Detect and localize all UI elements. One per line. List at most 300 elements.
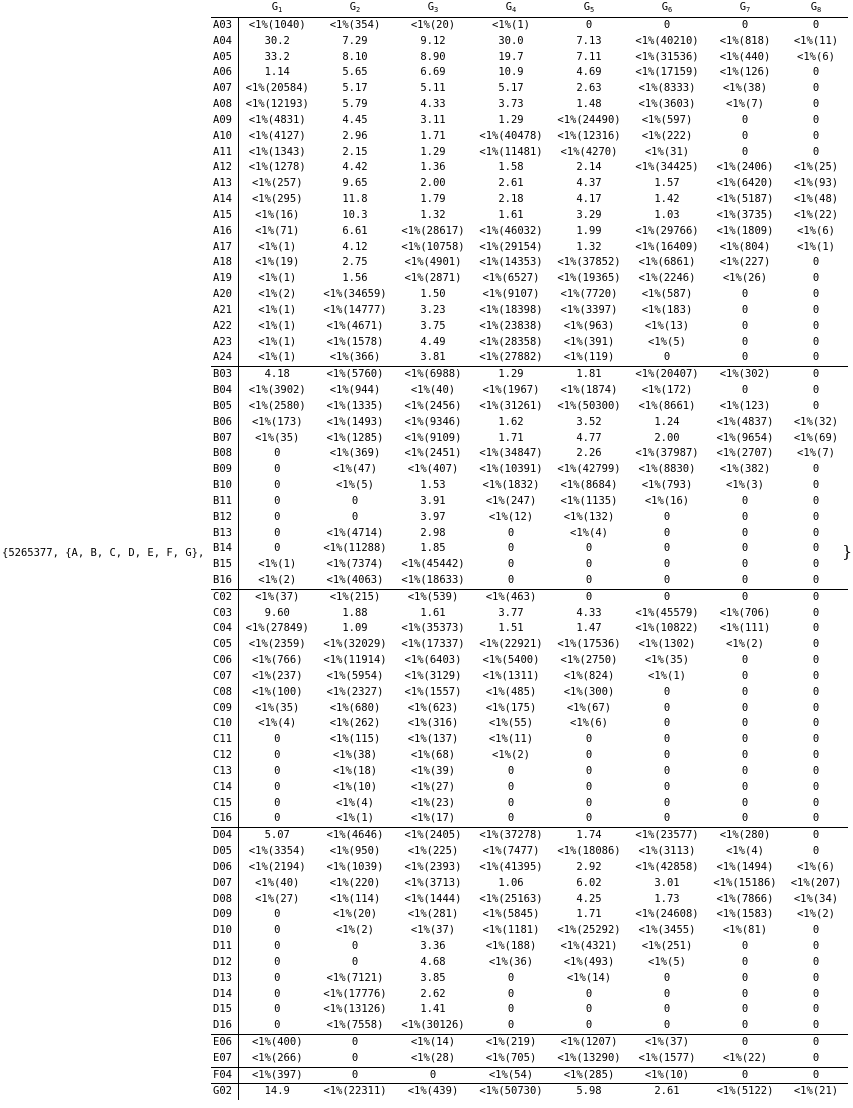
table-cell: <1%(10391) bbox=[479, 463, 543, 476]
row-label: B08 bbox=[211, 446, 238, 462]
table-cell: 0 bbox=[585, 749, 593, 762]
table-cell: 1.71 bbox=[498, 431, 524, 444]
table-cell: <1%(31536) bbox=[635, 50, 699, 63]
table-cell: <1%(1493) bbox=[326, 415, 384, 428]
table-cell: 6.02 bbox=[576, 876, 602, 889]
row-label: D16 bbox=[211, 1018, 238, 1034]
table-cell: <1%(4) bbox=[336, 796, 374, 809]
table-cell: <1%(40478) bbox=[479, 129, 543, 142]
table-cell: <1%(20) bbox=[332, 908, 378, 921]
table-cell: <1%(463) bbox=[472, 589, 550, 605]
table-row bbox=[211, 478, 848, 494]
table-cell: 2.26 bbox=[576, 447, 602, 460]
table-cell: <1%(23838) bbox=[479, 319, 543, 332]
table-cell: 0 bbox=[812, 542, 820, 555]
table-cell: <1%(34) bbox=[793, 892, 839, 905]
table-row bbox=[211, 907, 848, 923]
table-cell: 0 bbox=[741, 145, 749, 158]
table-cell: <1%(366) bbox=[329, 351, 381, 364]
table-cell: <1%(20) bbox=[410, 19, 456, 31]
table-cell: <1%(1832) bbox=[482, 479, 540, 492]
table-cell: 0 bbox=[812, 399, 820, 412]
table-cell: 0 bbox=[741, 303, 749, 316]
table-cell: 0 bbox=[274, 987, 281, 1000]
table-cell: 0 bbox=[507, 780, 515, 793]
table-cell: 0 bbox=[812, 701, 820, 714]
table-cell: <1%(40) bbox=[410, 384, 456, 397]
table-cell: <1%(111) bbox=[719, 622, 771, 635]
table-cell: 3.01 bbox=[654, 876, 680, 889]
row-label: A05 bbox=[211, 50, 238, 66]
table-row bbox=[211, 1051, 848, 1067]
table-cell: <1%(7477) bbox=[482, 845, 540, 858]
table-row bbox=[211, 431, 848, 447]
table-cell: 0 bbox=[741, 764, 749, 777]
table-row bbox=[211, 81, 848, 97]
table-cell: <1%(1278) bbox=[248, 161, 306, 174]
table-cell: <1%(14353) bbox=[479, 256, 543, 269]
table-cell: <1%(5) bbox=[648, 335, 686, 348]
table-row bbox=[211, 892, 848, 908]
table-row bbox=[211, 716, 848, 732]
table-cell: 0 bbox=[550, 589, 628, 605]
table-cell: <1%(27) bbox=[410, 780, 456, 793]
table-cell: 0 bbox=[274, 733, 281, 746]
table-cell: 4.18 bbox=[238, 367, 316, 383]
table-cell: <1%(37278) bbox=[472, 828, 550, 844]
table-cell: 8.10 bbox=[342, 50, 368, 63]
table-cell: <1%(31) bbox=[644, 145, 690, 158]
column-header-g7: $G_7$ bbox=[706, 0, 784, 18]
table-cell: <1%(27849) bbox=[245, 622, 309, 635]
table-cell: 0 bbox=[507, 764, 515, 777]
table-cell: <1%(123) bbox=[719, 399, 771, 412]
table-cell: 5.17 bbox=[498, 82, 524, 95]
table-cell: <1%(7558) bbox=[326, 1019, 384, 1032]
table-cell: <1%(11) bbox=[488, 733, 534, 746]
table-cell: 0 bbox=[706, 1035, 784, 1051]
table-cell: 0 bbox=[394, 1067, 472, 1084]
table-cell: 0 bbox=[585, 1003, 593, 1016]
table-cell: <1%(493) bbox=[563, 955, 615, 968]
table-cell: 0 bbox=[507, 558, 515, 571]
table-cell: 0 bbox=[812, 129, 820, 142]
table-row bbox=[211, 383, 848, 399]
table-cell: <1%(4) bbox=[570, 526, 608, 539]
table-cell: 1.06 bbox=[498, 876, 524, 889]
table-cell: <1%(2) bbox=[258, 573, 297, 586]
table-cell: <1%(1) bbox=[258, 335, 297, 348]
table-cell: <1%(587) bbox=[641, 288, 693, 301]
table-row bbox=[211, 828, 848, 844]
table-cell: <1%(16) bbox=[644, 494, 690, 507]
table-cell: <1%(34425) bbox=[635, 161, 699, 174]
table-cell: 0 bbox=[812, 749, 820, 762]
table-cell: 0 bbox=[812, 845, 820, 858]
table-row bbox=[211, 34, 848, 50]
row-label: C10 bbox=[211, 716, 238, 732]
table-cell: <1%(35) bbox=[644, 654, 690, 667]
table-row bbox=[211, 224, 848, 240]
table-cell: <1%(4837) bbox=[716, 415, 774, 428]
table-cell: 0 bbox=[663, 701, 671, 714]
table-cell: <1%(20584) bbox=[245, 82, 309, 95]
table-cell: <1%(12316) bbox=[557, 129, 621, 142]
table-cell: <1%(18) bbox=[332, 764, 378, 777]
table-cell: 8.90 bbox=[420, 50, 446, 63]
row-label: C09 bbox=[211, 701, 238, 717]
table-cell: <1%(295) bbox=[251, 193, 303, 206]
table-cell: 0 bbox=[507, 542, 515, 555]
table-cell: 0 bbox=[274, 526, 281, 539]
table-row bbox=[211, 160, 848, 176]
table-cell: 0 bbox=[274, 510, 281, 523]
table-cell: 3.77 bbox=[498, 606, 524, 619]
table-cell: <1%(1) bbox=[648, 669, 686, 682]
table-cell: <1%(27) bbox=[255, 892, 300, 905]
table-cell: <1%(18633) bbox=[401, 573, 465, 586]
table-cell: <1%(623) bbox=[407, 701, 459, 714]
table-row bbox=[211, 367, 848, 383]
table-cell: 0 bbox=[784, 589, 848, 605]
table-cell: 0 bbox=[663, 733, 671, 746]
table-cell: <1%(17337) bbox=[401, 638, 465, 651]
table-cell: 0 bbox=[812, 98, 820, 111]
row-label: B12 bbox=[211, 510, 238, 526]
row-label: A10 bbox=[211, 129, 238, 145]
closing-brace: } bbox=[842, 542, 853, 561]
table-cell: 2.96 bbox=[342, 129, 368, 142]
table-cell: <1%(6) bbox=[797, 50, 835, 63]
table-cell: 14.9 bbox=[238, 1084, 316, 1100]
table-cell: 0 bbox=[812, 717, 820, 730]
table-cell: 3.36 bbox=[420, 940, 446, 953]
table-cell: <1%(21) bbox=[784, 1084, 848, 1100]
row-label: D06 bbox=[211, 860, 238, 876]
table-cell: <1%(1343) bbox=[248, 145, 306, 158]
table-cell: <1%(1335) bbox=[326, 399, 384, 412]
table-cell: 0 bbox=[274, 908, 281, 921]
table-cell: 0 bbox=[812, 638, 820, 651]
table-cell: <1%(215) bbox=[316, 589, 394, 605]
table-cell: <1%(2) bbox=[797, 908, 835, 921]
table-row bbox=[211, 955, 848, 971]
table-cell: <1%(1) bbox=[797, 240, 835, 253]
table-cell: 0 bbox=[585, 780, 593, 793]
table-cell: 0 bbox=[812, 606, 820, 619]
table-cell: <1%(132) bbox=[563, 510, 615, 523]
table-cell: <1%(9107) bbox=[482, 288, 540, 301]
table-cell: 0 bbox=[812, 940, 820, 953]
table-cell: <1%(17776) bbox=[323, 987, 387, 1000]
table-cell: 0 bbox=[663, 526, 671, 539]
row-label: D11 bbox=[211, 939, 238, 955]
table-cell: 0 bbox=[507, 573, 515, 586]
table-cell: <1%(28617) bbox=[401, 224, 465, 237]
table-cell: <1%(597) bbox=[641, 113, 693, 126]
row-label: A07 bbox=[211, 81, 238, 97]
column-header-g6: $G_6$ bbox=[628, 0, 706, 18]
row-label: A20 bbox=[211, 287, 238, 303]
table-cell: <1%(115) bbox=[329, 733, 381, 746]
table-row bbox=[211, 796, 848, 812]
table-cell: <1%(42858) bbox=[635, 860, 699, 873]
table-cell: 0 bbox=[812, 526, 820, 539]
table-row bbox=[211, 764, 848, 780]
row-label: A12 bbox=[211, 160, 238, 176]
table-cell: 0 bbox=[316, 1035, 394, 1051]
table-cell: 0 bbox=[585, 1019, 593, 1032]
table-cell: 0 bbox=[274, 940, 281, 953]
table-cell: 4.17 bbox=[576, 193, 602, 206]
table-row bbox=[211, 939, 848, 955]
table-row bbox=[211, 621, 848, 637]
table-cell: <1%(81) bbox=[722, 924, 768, 937]
table-cell: <1%(944) bbox=[329, 384, 381, 397]
row-label: B09 bbox=[211, 462, 238, 478]
table-cell: <1%(32029) bbox=[323, 638, 387, 651]
table-cell: 2.14 bbox=[576, 161, 602, 174]
table-cell: 0 bbox=[741, 113, 749, 126]
table-cell: 0 bbox=[706, 589, 784, 605]
table-cell: 0 bbox=[812, 987, 820, 1000]
table-cell: <1%(4063) bbox=[326, 573, 384, 586]
table-cell: <1%(13290) bbox=[557, 1051, 621, 1064]
table-cell: 1.62 bbox=[498, 415, 524, 428]
table-cell: <1%(40210) bbox=[635, 34, 699, 47]
table-cell: <1%(8684) bbox=[560, 479, 618, 492]
table-cell: 0 bbox=[274, 447, 281, 460]
table-cell: 2.15 bbox=[342, 145, 368, 158]
table-cell: <1%(6861) bbox=[638, 256, 696, 269]
column-header-g3: $G_3$ bbox=[394, 0, 472, 18]
table-cell: <1%(28358) bbox=[479, 335, 543, 348]
row-label: B11 bbox=[211, 494, 238, 510]
table-cell: <1%(1967) bbox=[482, 384, 540, 397]
row-label: D13 bbox=[211, 971, 238, 987]
table-cell: <1%(8333) bbox=[638, 82, 696, 95]
table-cell: 6.69 bbox=[420, 66, 446, 79]
table-cell: <1%(34659) bbox=[323, 288, 387, 301]
table-cell: <1%(35373) bbox=[401, 622, 465, 635]
row-label: B14 bbox=[211, 541, 238, 557]
table-cell: 0 bbox=[741, 510, 749, 523]
table-row bbox=[211, 415, 848, 431]
table-row bbox=[211, 65, 848, 81]
table-cell: <1%(1302) bbox=[638, 638, 696, 651]
table-cell: 0 bbox=[741, 288, 749, 301]
table-cell: 2.62 bbox=[420, 987, 446, 1000]
column-header-g8: $G_8$ bbox=[784, 0, 848, 18]
table-cell: 0 bbox=[274, 764, 281, 777]
table-row bbox=[211, 653, 848, 669]
table-cell: <1%(705) bbox=[485, 1051, 537, 1064]
table-cell: 4.69 bbox=[576, 66, 602, 79]
table-row bbox=[211, 18, 848, 34]
table-cell: 1.79 bbox=[420, 193, 446, 206]
table-cell: 0 bbox=[585, 812, 593, 825]
table-cell: <1%(400) bbox=[238, 1035, 316, 1051]
table-cell: <1%(37987) bbox=[635, 447, 699, 460]
table-cell: 0 bbox=[812, 288, 820, 301]
table-cell: <1%(391) bbox=[563, 335, 615, 348]
table-row bbox=[211, 685, 848, 701]
table-cell: <1%(2) bbox=[336, 924, 374, 937]
table-cell: <1%(41395) bbox=[479, 860, 543, 873]
table-cell: <1%(11914) bbox=[323, 654, 387, 667]
table-cell: <1%(6988) bbox=[394, 367, 472, 383]
table-cell: <1%(5) bbox=[648, 955, 686, 968]
table-cell: <1%(302) bbox=[706, 367, 784, 383]
table-cell: 0 bbox=[812, 479, 820, 492]
table-cell: <1%(1) bbox=[258, 558, 297, 571]
table-cell: <1%(7720) bbox=[560, 288, 618, 301]
table-cell: 1.56 bbox=[342, 272, 368, 285]
table-cell: <1%(3397) bbox=[560, 303, 618, 316]
table-cell: 0 bbox=[812, 494, 820, 507]
column-header-g1: $G_1$ bbox=[238, 0, 316, 18]
table-cell: 0 bbox=[507, 987, 515, 1000]
table-cell: 0 bbox=[507, 796, 515, 809]
table-cell: 0 bbox=[812, 955, 820, 968]
table-cell: 0 bbox=[663, 510, 671, 523]
table-cell: <1%(4127) bbox=[248, 129, 306, 142]
table-cell: 0 bbox=[812, 812, 820, 825]
table-cell: <1%(369) bbox=[329, 447, 381, 460]
table-cell: 3.11 bbox=[420, 113, 446, 126]
table-cell: 0 bbox=[741, 384, 749, 397]
table-cell: 2.98 bbox=[420, 526, 446, 539]
table-cell: <1%(950) bbox=[329, 845, 381, 858]
table-cell: <1%(7866) bbox=[716, 892, 774, 905]
table-cell: 30.0 bbox=[498, 34, 524, 47]
table-cell: <1%(222) bbox=[641, 129, 693, 142]
table-cell: <1%(114) bbox=[329, 892, 381, 905]
table-cell: <1%(37) bbox=[628, 1035, 706, 1051]
table-cell: 1.88 bbox=[342, 606, 368, 619]
table-cell: <1%(7) bbox=[726, 98, 764, 111]
row-label: C03 bbox=[211, 606, 238, 622]
table-cell: <1%(5122) bbox=[706, 1084, 784, 1100]
table-cell: 1.48 bbox=[576, 98, 602, 111]
table-cell: <1%(50730) bbox=[472, 1084, 550, 1100]
table-cell: <1%(37) bbox=[238, 589, 316, 605]
table-cell: 0 bbox=[812, 82, 820, 95]
table-cell: <1%(22921) bbox=[479, 638, 543, 651]
table-cell: 4.33 bbox=[576, 606, 602, 619]
table-cell: <1%(11288) bbox=[323, 542, 387, 555]
table-cell: <1%(18398) bbox=[479, 303, 543, 316]
row-label: A23 bbox=[211, 335, 238, 351]
table-cell: 0 bbox=[274, 1019, 281, 1032]
table-cell: <1%(1) bbox=[336, 812, 374, 825]
table-cell: 0 bbox=[351, 510, 359, 523]
table-cell: 4.77 bbox=[576, 431, 602, 444]
table-cell: <1%(35) bbox=[255, 431, 300, 444]
table-cell: <1%(10822) bbox=[635, 622, 699, 635]
table-cell: <1%(36) bbox=[488, 955, 534, 968]
table-row bbox=[211, 271, 848, 287]
table-cell: 1.57 bbox=[654, 177, 680, 190]
table-cell: <1%(266) bbox=[251, 1051, 303, 1064]
table-cell: 7.13 bbox=[576, 34, 602, 47]
table-row bbox=[211, 335, 848, 351]
table-cell: 9.12 bbox=[420, 34, 446, 47]
table-row bbox=[211, 1035, 848, 1051]
table-cell: <1%(3129) bbox=[404, 669, 462, 682]
table-cell: <1%(24608) bbox=[635, 908, 699, 921]
table-cell: 0 bbox=[812, 669, 820, 682]
table-cell: <1%(50300) bbox=[557, 399, 621, 412]
table-cell: 0 bbox=[507, 1019, 515, 1032]
table-cell: <1%(220) bbox=[329, 876, 381, 889]
table-cell: 0 bbox=[741, 685, 749, 698]
row-label: C08 bbox=[211, 685, 238, 701]
table-cell: 0 bbox=[784, 1067, 848, 1084]
table-cell: 0 bbox=[274, 971, 281, 984]
table-cell: <1%(10758) bbox=[401, 240, 465, 253]
table-cell: <1%(5845) bbox=[482, 908, 540, 921]
row-label: D08 bbox=[211, 892, 238, 908]
table-cell: 0 bbox=[812, 971, 820, 984]
table-cell: <1%(45442) bbox=[401, 558, 465, 571]
table-row bbox=[211, 971, 848, 987]
table-cell: <1%(17159) bbox=[635, 66, 699, 79]
table-cell: <1%(440) bbox=[719, 50, 771, 63]
table-row bbox=[211, 1084, 848, 1100]
table-cell: 0 bbox=[741, 558, 749, 571]
table-cell: 1.03 bbox=[654, 208, 680, 221]
table-cell: <1%(247) bbox=[485, 494, 537, 507]
table-row bbox=[211, 669, 848, 685]
table-row bbox=[211, 748, 848, 764]
table-cell: 0 bbox=[663, 987, 671, 1000]
table-cell: 0 bbox=[812, 764, 820, 777]
table-row bbox=[211, 701, 848, 717]
table-cell: 6.61 bbox=[342, 224, 368, 237]
table-cell: <1%(25292) bbox=[557, 924, 621, 937]
table-cell: 4.37 bbox=[576, 177, 602, 190]
row-label: A09 bbox=[211, 113, 238, 129]
table-cell: 4.68 bbox=[420, 955, 446, 968]
table-cell: <1%(262) bbox=[329, 717, 381, 730]
table-cell: <1%(6) bbox=[570, 717, 608, 730]
table-cell: <1%(8830) bbox=[638, 463, 696, 476]
table-cell: 2.00 bbox=[654, 431, 680, 444]
row-label: A16 bbox=[211, 224, 238, 240]
table-cell: <1%(1) bbox=[258, 319, 297, 332]
table-cell: 0 bbox=[812, 573, 820, 586]
table-cell: <1%(25) bbox=[793, 161, 839, 174]
table-cell: <1%(38) bbox=[332, 749, 378, 762]
table-cell: 0 bbox=[812, 256, 820, 269]
table-cell: <1%(1311) bbox=[482, 669, 540, 682]
table-cell: 0 bbox=[274, 812, 281, 825]
table-cell: <1%(4) bbox=[258, 717, 297, 730]
table-cell: <1%(9346) bbox=[404, 415, 462, 428]
table-cell: <1%(6420) bbox=[716, 177, 774, 190]
table-cell: <1%(1809) bbox=[716, 224, 774, 237]
table-cell: 0 bbox=[274, 463, 281, 476]
table-cell: <1%(7374) bbox=[326, 558, 384, 571]
row-label: D15 bbox=[211, 1002, 238, 1018]
table-cell: <1%(257) bbox=[251, 177, 303, 190]
table-cell: 0 bbox=[812, 510, 820, 523]
table-cell: 0 bbox=[741, 319, 749, 332]
row-label: A18 bbox=[211, 255, 238, 271]
table-cell: 7.11 bbox=[576, 50, 602, 63]
table-cell: <1%(172) bbox=[641, 384, 693, 397]
